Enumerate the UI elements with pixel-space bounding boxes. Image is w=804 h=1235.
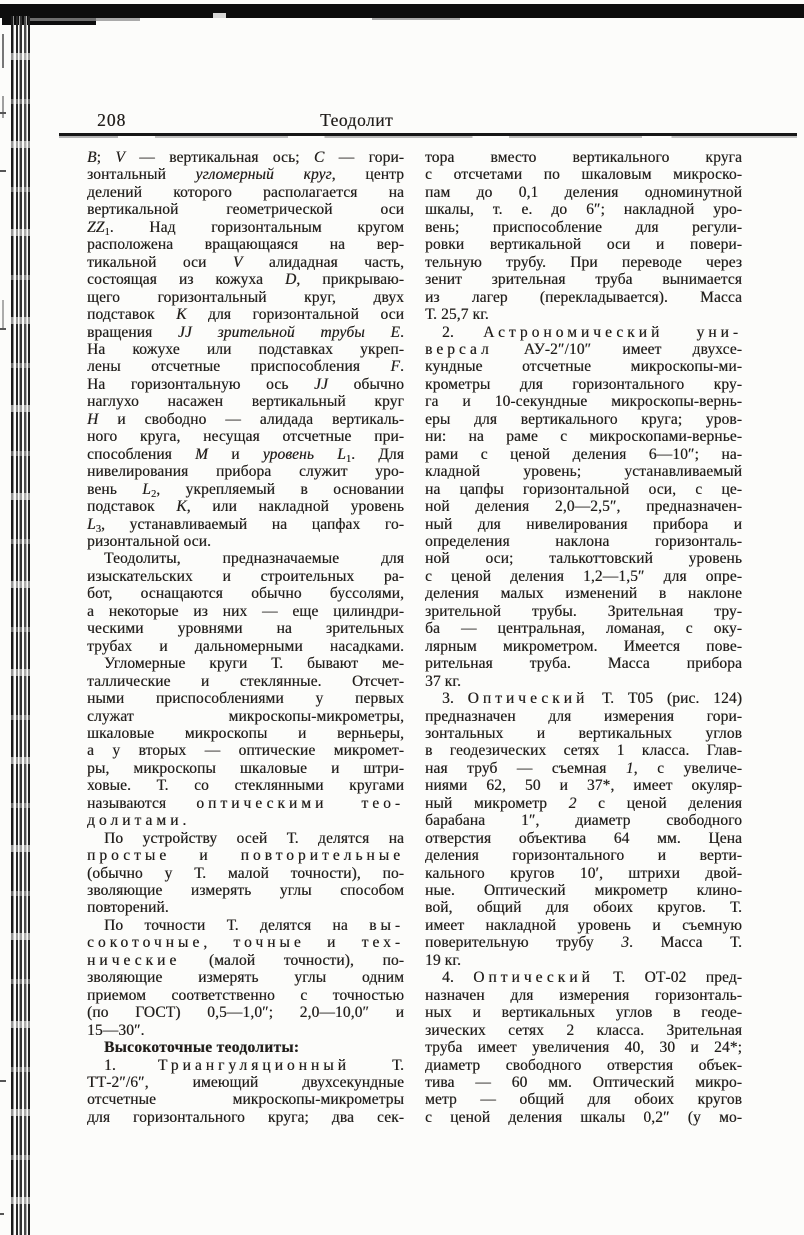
text-segment: По точности Т. делятся на xyxy=(104,916,370,934)
text-segment: служат микроскопы-микрометры, xyxy=(87,707,404,725)
text-segment: L xyxy=(87,515,96,533)
text-segment: зонтальных и вертикальных углов xyxy=(425,724,742,742)
text-segment: в геодезических сетях 1 класса. Глав- xyxy=(425,742,742,760)
text-segment: метр — общий для обоих кругов xyxy=(425,1091,742,1109)
text-segment: деления горизонтального и верти- xyxy=(425,847,742,865)
text-line xyxy=(87,201,404,218)
text-segment: 1 xyxy=(104,226,110,238)
text-line xyxy=(87,498,404,515)
binding-shadow xyxy=(9,16,32,1235)
text-segment: , устанавливаемый на цапфах го- xyxy=(100,515,404,533)
text-segment: 3. xyxy=(442,690,468,708)
text-line xyxy=(425,795,742,812)
text-line xyxy=(425,882,742,899)
text-segment: подставок xyxy=(87,306,177,324)
text-segment: вращения xyxy=(87,323,178,341)
text-segment: . xyxy=(182,812,187,830)
text-line xyxy=(87,638,404,655)
text-segment: 1 xyxy=(345,453,352,465)
scan-noise-tick xyxy=(0,170,6,172)
text-line xyxy=(87,271,404,288)
text-line xyxy=(87,324,404,341)
text-line xyxy=(425,1109,742,1126)
text-segment: называются xyxy=(87,794,197,812)
text-line xyxy=(87,865,404,882)
text-segment: Т. ОТ-02 пред- xyxy=(593,969,742,987)
text-line xyxy=(425,184,742,201)
text-segment: ховые. Т. со стеклянными кругами xyxy=(87,777,404,795)
text-segment: а некоторые из них — еще цилиндри- xyxy=(87,602,404,620)
text-line xyxy=(87,934,404,951)
scan-noise-dash xyxy=(2,34,4,68)
running-title: Теодолит xyxy=(320,110,394,130)
text-line xyxy=(87,603,404,620)
text-segment: , с увеличе- xyxy=(633,759,742,777)
text-line xyxy=(425,585,742,602)
text-segment: для горизонтальной оси xyxy=(186,306,404,324)
text-line xyxy=(425,603,742,620)
scan-noise-tick xyxy=(0,1213,4,1215)
text-segment: тора вместо вертикального круга xyxy=(425,149,742,166)
text-segment: угломерный круг xyxy=(195,166,332,184)
text-line xyxy=(87,917,404,934)
text-line xyxy=(425,271,742,288)
text-line xyxy=(425,289,742,306)
text-line xyxy=(87,184,404,201)
scan-noise-tick xyxy=(0,1080,6,1082)
text-segment: ни: на раме с микроскопами-вернье- xyxy=(425,428,742,446)
text-segment: ные. Оптический микрометр клино- xyxy=(425,882,742,900)
text-segment: крометры для горизонтального кру- xyxy=(425,375,742,393)
text-line xyxy=(425,1022,742,1039)
text-line xyxy=(87,655,404,672)
text-line xyxy=(425,620,742,637)
text-line xyxy=(87,882,404,899)
text-line xyxy=(425,1074,742,1091)
text-segment: тельную трубу. При переводе через xyxy=(425,253,742,271)
text-segment: Т. 25,7 кг. xyxy=(425,306,489,324)
text-segment: ный микрометр xyxy=(425,794,569,812)
text-segment: зрительной трубы xyxy=(217,323,365,341)
text-segment: ный для нивелирования прибора и xyxy=(425,515,742,533)
text-segment: АУ-2″/10″ имеет двухсе- xyxy=(492,340,742,358)
text-segment: и свободно — алидада вертикаль- xyxy=(98,410,404,428)
text-segment: расположена вращающаяся на вер- xyxy=(87,236,404,254)
text-segment: Т. Т05 (рис. 124) xyxy=(588,690,742,708)
text-segment: сокоточные, точные и тех- xyxy=(87,934,404,952)
text-line xyxy=(425,1091,742,1108)
text-segment: 2 xyxy=(150,488,157,500)
text-segment: наглухо насажен вертикальный круг xyxy=(87,393,404,411)
text-line xyxy=(87,760,404,777)
text-line xyxy=(87,358,404,375)
text-line xyxy=(87,533,404,550)
text-line xyxy=(425,708,742,725)
text-segment: По устройству осей Т. делятся на xyxy=(104,829,404,847)
text-line xyxy=(425,411,742,428)
text-segment: . Масса Т. xyxy=(629,934,742,952)
text-segment: Высокоточные теодолиты: xyxy=(104,1039,300,1057)
text-line xyxy=(87,341,404,358)
text-line xyxy=(87,969,404,986)
text-line xyxy=(425,987,742,1004)
text-segment: нивелирования прибора служит уро- xyxy=(87,463,404,481)
text-segment: обычно xyxy=(327,375,405,393)
text-line xyxy=(87,987,404,1004)
text-segment: ба — центральная, ломаная, с оку- xyxy=(425,620,742,638)
text-segment: шкаловые микроскопы и верньеры, xyxy=(87,724,404,742)
text-line xyxy=(87,166,404,183)
text-segment: . xyxy=(400,358,404,376)
text-line xyxy=(425,917,742,934)
text-segment: зволяющие измерять углы одним xyxy=(87,969,404,987)
text-segment: Теодолиты, предназначаемые для xyxy=(104,550,404,568)
text-segment: 3 xyxy=(621,934,630,952)
text-line xyxy=(425,865,742,882)
text-line xyxy=(425,219,742,236)
text-segment: отсчетные микроскопы-микрометры xyxy=(87,1091,404,1109)
text-segment: , или накладной уровень xyxy=(186,498,404,516)
scan-edge-artifact xyxy=(0,4,804,18)
text-segment xyxy=(314,446,337,463)
text-segment: зенит зрительная труба вынимается xyxy=(425,271,742,289)
text-segment: 2 xyxy=(568,794,577,812)
text-line xyxy=(425,306,742,323)
text-line xyxy=(87,550,404,567)
text-line xyxy=(87,708,404,725)
text-segment: лены отсчетные приспособления xyxy=(87,358,391,376)
text-segment xyxy=(192,324,218,341)
text-line xyxy=(425,638,742,655)
text-segment: ными приспособлениями у первых xyxy=(87,690,404,708)
text-segment: делений которого располагается на xyxy=(87,183,404,201)
text-segment: простые и повторительные xyxy=(87,847,404,865)
text-segment: еры для вертикального круга; уров- xyxy=(425,410,742,428)
text-line xyxy=(87,1091,404,1108)
text-segment: рами с ценой деления 6—10″; на- xyxy=(425,445,742,463)
text-line xyxy=(425,324,742,341)
text-column-right xyxy=(425,149,742,1126)
text-line xyxy=(425,376,742,393)
text-line xyxy=(425,830,742,847)
text-line xyxy=(425,463,742,480)
text-segment: уровень xyxy=(262,445,314,463)
text-segment: V xyxy=(115,149,125,166)
text-segment: F xyxy=(390,358,401,376)
text-segment: с ценой деления шкалы 0,2″ (у мо- xyxy=(425,1108,742,1126)
text-segment: V xyxy=(232,253,243,271)
text-segment: таллические и стеклянные. Отсчет- xyxy=(87,672,404,690)
text-line xyxy=(87,393,404,410)
text-line xyxy=(87,376,404,393)
page-header xyxy=(0,110,804,134)
text-segment: вень; приспособление для регули- xyxy=(425,218,742,236)
text-line xyxy=(87,690,404,707)
text-segment: ТТ-2″/6″, имеющий двухсекундные xyxy=(87,1074,404,1092)
text-segment: 37 кг. xyxy=(425,672,461,690)
text-segment: На кожухе или подставках укреп- xyxy=(87,340,404,358)
text-segment: га и 10-секундные микроскопы-вернь- xyxy=(425,393,742,411)
scan-smear xyxy=(28,18,140,21)
text-segment: ZZ xyxy=(87,218,105,236)
text-segment: рительная труба. Масса прибора xyxy=(425,655,742,673)
text-segment: ровки вертикальной оси и повери- xyxy=(425,236,742,254)
text-segment: К xyxy=(176,306,187,324)
text-line xyxy=(425,550,742,567)
text-line xyxy=(87,1109,404,1126)
text-line xyxy=(87,812,404,829)
text-line xyxy=(87,1074,404,1091)
text-line xyxy=(425,952,742,969)
text-segment: . Для xyxy=(351,445,404,463)
text-line xyxy=(87,236,404,253)
text-line xyxy=(87,1039,404,1056)
text-segment: труба имеет увеличения 40, 30 и 24*; xyxy=(425,1039,742,1057)
text-segment: ная труб — съемная xyxy=(425,759,626,777)
text-line xyxy=(87,673,404,690)
text-line xyxy=(87,777,404,794)
text-segment: предназначен для измерения гори- xyxy=(425,707,742,725)
text-line xyxy=(425,690,742,707)
text-line xyxy=(425,812,742,829)
text-line xyxy=(87,830,404,847)
text-line xyxy=(87,568,404,585)
text-line xyxy=(87,742,404,759)
text-segment: 2. xyxy=(442,323,484,341)
text-segment: из лагер (перекладывается). Масса xyxy=(425,288,742,306)
text-segment: D xyxy=(284,271,297,289)
text-line xyxy=(425,516,742,533)
text-segment: кального кругов 10′, штрихи двой- xyxy=(425,864,742,882)
text-segment: 19 кг. xyxy=(425,951,461,969)
text-segment: . Над горизонтальным кругом xyxy=(109,218,404,236)
text-line xyxy=(425,969,742,986)
text-line xyxy=(425,847,742,864)
header-rule xyxy=(59,133,797,136)
text-segment: ческими уровнями на зрительных xyxy=(87,620,404,638)
text-segment: М xyxy=(195,445,209,463)
text-segment: С xyxy=(313,149,325,166)
text-segment: ризонтальной оси. xyxy=(87,532,212,550)
text-line xyxy=(425,341,742,358)
text-segment: изыскательских и строительных ра- xyxy=(87,567,404,585)
text-segment: 4. xyxy=(442,969,474,987)
text-segment: ры, микроскопы шкаловые и штри- xyxy=(87,759,404,777)
text-segment: , центр xyxy=(331,166,404,184)
text-segment: а у вторых — оптические микромет- xyxy=(87,742,404,760)
text-segment: 1 xyxy=(625,759,634,777)
text-segment: ной деления 2,0—2,5″, предназначен- xyxy=(425,498,742,516)
text-segment: (малой точности), по- xyxy=(180,951,404,969)
text-segment: ных и вертикальных углов в геоде- xyxy=(425,1004,742,1022)
text-line xyxy=(425,673,742,690)
text-segment: ной оси; талькоттовский уровень xyxy=(425,550,742,568)
text-segment: подставок xyxy=(87,498,177,516)
text-line xyxy=(425,428,742,445)
text-line xyxy=(425,1057,742,1074)
text-line xyxy=(87,481,404,498)
text-segment: ного круга, несущая отсчетные при- xyxy=(87,428,404,446)
text-segment: тикальной оси xyxy=(87,253,233,271)
text-line xyxy=(87,725,404,742)
text-line xyxy=(87,254,404,271)
text-segment: 1. xyxy=(104,1056,158,1074)
text-segment: оптическими тео- xyxy=(196,794,404,812)
text-line xyxy=(87,149,404,166)
text-segment: — вертикальная ось; xyxy=(124,149,314,166)
text-line xyxy=(87,219,404,236)
text-segment: приемом соответственно с точностью xyxy=(87,986,404,1004)
text-segment: определения наклона горизонталь- xyxy=(425,532,742,550)
text-line xyxy=(425,358,742,375)
text-segment: L xyxy=(142,480,151,498)
scan-edge-notch xyxy=(213,13,226,18)
text-segment: назначен для измерения горизонталь- xyxy=(425,986,742,1004)
text-segment: вень xyxy=(87,480,143,498)
text-line xyxy=(87,795,404,812)
text-segment: 3 xyxy=(95,523,101,535)
text-line xyxy=(425,201,742,218)
text-line xyxy=(425,760,742,777)
text-segment: вы- xyxy=(369,916,404,934)
scan-noise-dash xyxy=(2,300,4,330)
text-segment: имеет накладной уровень и съемную xyxy=(425,916,742,934)
text-line xyxy=(425,533,742,550)
text-line xyxy=(87,411,404,428)
text-line xyxy=(87,1022,404,1039)
text-segment: ниями 62, 50 и 37*, имеет окуляр- xyxy=(425,777,742,795)
text-segment: Оптический xyxy=(473,969,594,987)
text-segment: Т. xyxy=(349,1056,404,1074)
text-segment: . xyxy=(400,323,405,341)
text-line xyxy=(425,236,742,253)
text-segment: вертикальной геометрической оси xyxy=(87,201,404,219)
text-line xyxy=(425,725,742,742)
text-segment: зических сетях 2 класса. Зрительная xyxy=(425,1021,742,1039)
text-line xyxy=(425,498,742,515)
text-segment: диаметр свободного отверстия объек- xyxy=(425,1056,742,1074)
text-segment: зонтальный xyxy=(87,166,196,184)
text-segment: лярным микрометром. Имеется пове- xyxy=(425,637,742,655)
text-segment: зволяющие измерять углы способом xyxy=(87,882,404,900)
text-segment: на цапфы горизонтальной оси, с це- xyxy=(425,480,742,498)
text-segment: кундные отсчетные микроскопы-ми- xyxy=(425,358,742,376)
text-column-left xyxy=(87,149,404,1126)
text-line xyxy=(425,166,742,183)
text-line xyxy=(87,446,404,463)
text-segment: зрительной трубы. Зрительная тру- xyxy=(425,602,742,620)
text-line xyxy=(425,899,742,916)
text-segment: с отсчетами по шкаловым микроско- xyxy=(425,166,742,184)
text-segment: состоящая из кожуха xyxy=(87,271,285,289)
text-segment: деления малых изменений в наклоне xyxy=(425,585,742,603)
text-line xyxy=(425,254,742,271)
text-segment: долитами xyxy=(87,812,183,830)
text-line xyxy=(87,847,404,864)
text-line xyxy=(87,428,404,445)
text-line xyxy=(87,620,404,637)
text-segment: На горизонтальную ось xyxy=(87,375,314,393)
text-segment: шкалы, т. е. до 6″; накладной уро- xyxy=(425,201,742,219)
text-segment: бот, оснащаются обычно буссолями, xyxy=(87,585,404,603)
text-segment: версал xyxy=(425,340,493,358)
text-line xyxy=(425,393,742,410)
text-segment: В xyxy=(87,149,97,166)
text-segment: вой, общий для обоих кругов. Т. xyxy=(425,899,742,917)
text-line xyxy=(425,446,742,463)
text-line xyxy=(87,1057,404,1074)
text-line xyxy=(87,952,404,969)
text-segment: поверительную трубу xyxy=(425,934,622,952)
text-segment: барабана 1″, диаметр свободного xyxy=(425,812,742,830)
text-segment: (обычно у Т. малой точности), по- xyxy=(87,864,404,882)
text-segment: ; xyxy=(96,149,116,166)
text-segment: повторений. xyxy=(87,899,169,917)
text-segment: способления xyxy=(87,445,196,463)
text-line xyxy=(425,1039,742,1056)
text-line xyxy=(425,149,742,166)
scan-noise-tick xyxy=(0,328,6,330)
text-segment: отверстия объектива 64 мм. Цена xyxy=(425,829,742,847)
text-line xyxy=(87,516,404,533)
text-segment: Оптический xyxy=(467,690,589,708)
text-segment: Триангуляционный xyxy=(157,1056,350,1074)
text-segment: JJ xyxy=(313,375,328,393)
text-segment: нические xyxy=(87,951,181,969)
text-segment: тива — 60 мм. Оптический микро- xyxy=(425,1074,742,1092)
page-number: 208 xyxy=(97,110,127,130)
text-segment: 15—30″. xyxy=(87,1021,145,1039)
text-segment: для горизонтального круга; два сек- xyxy=(87,1108,404,1126)
text-segment: с ценой деления 1,2—1,5″ для опре- xyxy=(425,567,742,585)
text-line xyxy=(87,306,404,323)
text-segment xyxy=(365,324,391,341)
text-segment: с ценой деления xyxy=(576,794,742,812)
text-segment: — гори- xyxy=(324,149,405,166)
text-segment: (по ГОСТ) 0,5—1,0″; 2,0—10,0″ и xyxy=(87,1004,404,1022)
text-segment: и xyxy=(208,445,263,463)
text-segment: К xyxy=(176,498,187,516)
text-segment: , укрепляемый в основании xyxy=(156,480,404,498)
text-line xyxy=(425,742,742,759)
text-line xyxy=(425,934,742,951)
text-line xyxy=(87,289,404,306)
text-line xyxy=(87,585,404,602)
text-line xyxy=(425,1004,742,1021)
text-line xyxy=(87,1004,404,1021)
text-segment: алидадная часть, xyxy=(242,253,404,271)
text-segment: Угломерные круги Т. бывают ме- xyxy=(104,655,404,673)
text-line xyxy=(87,899,404,916)
text-segment: Н xyxy=(87,410,99,428)
text-segment: L xyxy=(337,445,346,463)
text-line xyxy=(425,481,742,498)
text-segment: , прикрываю- xyxy=(296,271,404,289)
text-segment: Астрономический уни- xyxy=(483,323,742,341)
text-line xyxy=(425,655,742,672)
text-line xyxy=(425,568,742,585)
text-segment: кладной уровень; устанавливаемый xyxy=(425,463,742,481)
text-segment: Е xyxy=(390,323,401,341)
text-segment: пам до 0,1 деления одноминутной xyxy=(425,183,742,201)
scan-smear xyxy=(372,18,460,20)
text-line xyxy=(87,463,404,480)
text-segment: JJ xyxy=(177,323,192,341)
text-line xyxy=(425,777,742,794)
text-segment: трубах и дальномерными насадками. xyxy=(87,637,404,655)
text-segment: щего горизонтальный круг, двух xyxy=(87,288,404,306)
